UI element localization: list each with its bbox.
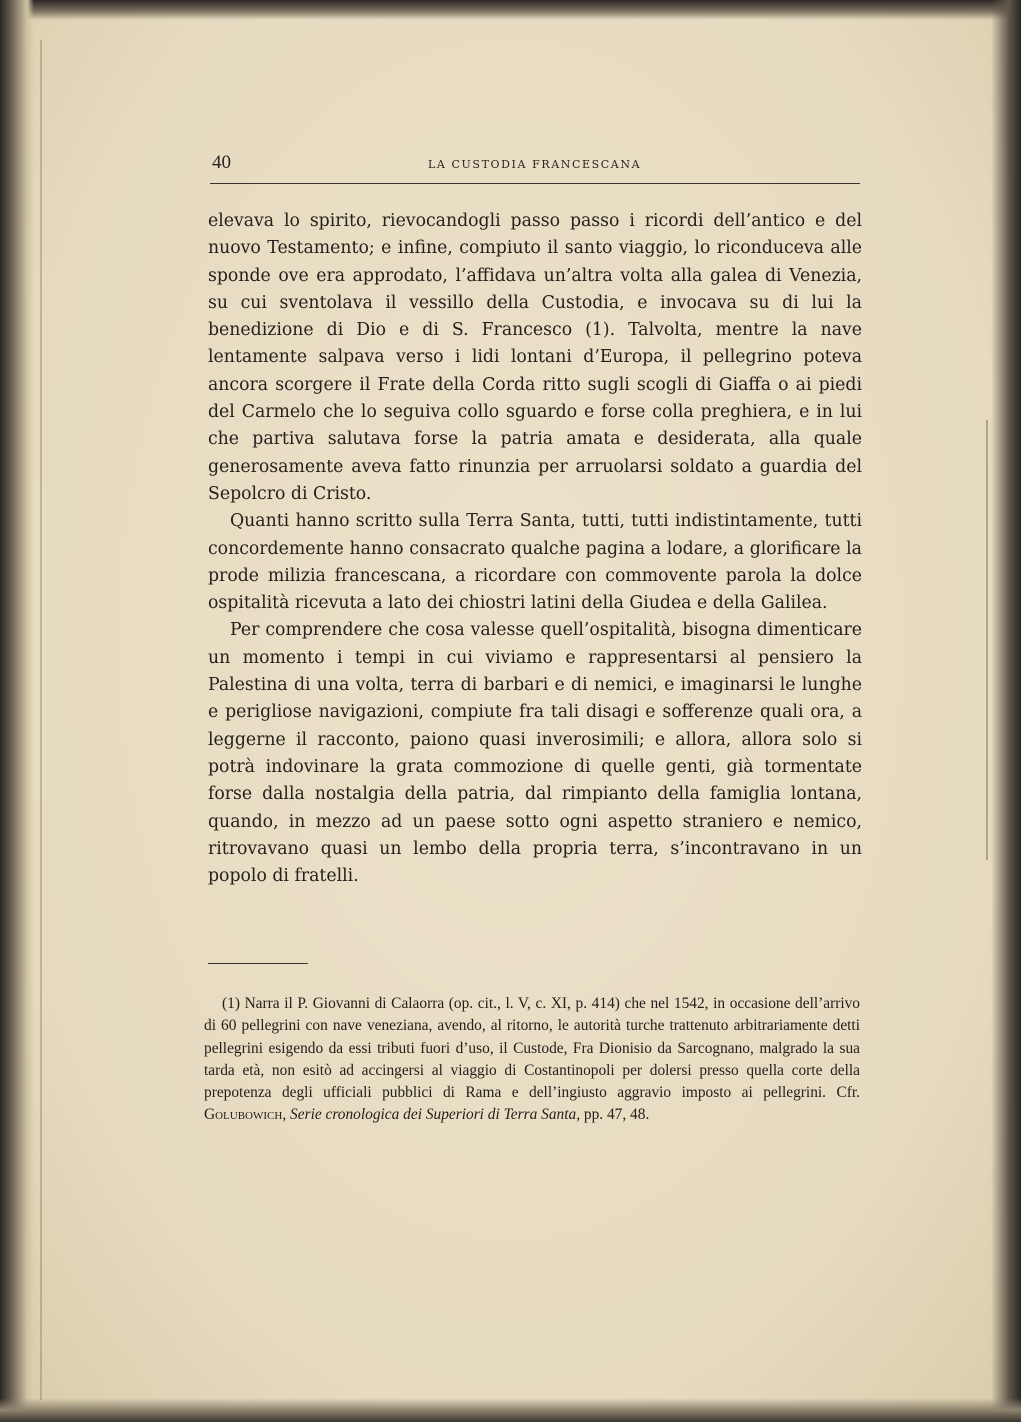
page-number: 40 [212, 152, 231, 173]
margin-mark [986, 420, 988, 860]
footnote-pages: , pp. 47, 48. [576, 1106, 650, 1124]
running-header [212, 152, 860, 182]
paragraph-1: elevava lo spirito, rievocandogli passo passo i ricordi dell’antico e del nuovo Testamento; e infine, compiuto il santo viaggio, lo riconduceva alle sponde ove era approdato, l’affidava un’altra volta alla galea di Venezia, su cui sventolava il vessillo della Custodia, e invocava su di lui la benedizione di Dio e di S. Francesco (1). Talvolta, mentre la nave lentamente salpava verso i lidi lontani d’Europa, il pellegrino poteva ancora scorgere il Frate della Corda ritto sugli scogli di Giaffa o ai piedi del Carmelo che lo seguiva collo sguardo e forse colla preghiera, e in lui che partiva salutava forse la patria amata e desiderata, alla quale generosamente aveva fatto rinunzia per arruolarsi soldato a guardia del Sepolcro di Cristo. [208, 211, 862, 504]
header-rule [210, 183, 860, 184]
scan-edge-top [0, 0, 1021, 20]
page-binding-line [40, 40, 42, 1400]
paragraph-3: Per comprendere che cosa valesse quell’ospitalità, bisogna dimenticare un momento i tempi in cui viviamo e rappresentarsi al pensiero la Palestina di una volta, terra di barbari e di nemici, e imaginarsi le lunghe e perigliose navigazioni, compiute fra tali disagi e sofferenze quali ora, a leggerne il racconto, paiono quasi inverosimili; e allora, allora solo si potrà indovinare la grata commozione di quelle genti, già tormentate forse dalla nostalgia della patria, dal rimpianto della famiglia lontana, quando, in mezzo ad un paese sotto ogni aspetto straniero e nemico, ritrovavano quasi un lembo della propria terra, s’incontravano in un popolo di fratelli. [208, 620, 862, 887]
footnote-text: (1) Narra il P. Giovanni di Calaorra (op. cit., l. V, c. XI, p. 414) che nel 1542, in occasione dell’arrivo di 60 pellegrini con nave veneziana, avendo, al ritorno, le autorità turche trattenuto arbitrariamente detti pellegrini esigendo da essi tributi fuori d’uso, il Custode, Fra Dionisio da Sarcognano, malgrado la sua tarda età, non esitò ad accingersi al viaggio di Costantinopoli per dolersi presso quella corte della prepotenza degli ufficiali pubblici di Rama e dell’ingiusto aggravio imposto ai pellegrini. Cfr. [204, 995, 860, 1102]
main-text [208, 208, 862, 890]
scan-edge-bottom [0, 1398, 1021, 1422]
footnote-author: Golubowich [204, 1106, 283, 1124]
paragraph-2: Quanti hanno scritto sulla Terra Santa, tutti, tutti indistintamente, tutti concordemente hanno consacrato qualche pagina a lodare, a glorificare la prode milizia francescana, a ricordare con commovente parola la dolce ospitalità ricevuta a lato dei chiostri latini della Giudea e della Galilea. [208, 511, 862, 614]
running-title: LA CUSTODIA FRANCESCANA [428, 158, 642, 171]
scan-edge-left [0, 0, 34, 1422]
footnote: (1) Narra il P. Giovanni di Calaorra (op. cit., l. V, c. XI, p. 414) che nel 1542, in occasione dell’arrivo di 60 pellegrini con nave veneziana, avendo, al ritorno, le autorità turche trattenuto arbitrariamente detti pellegrini esigendo da essi tributi fuori d’uso, il Custode, Fra Dionisio da Sarcognano, malgrado la sua tarda età, non esitò ad accingersi al viaggio di Costantinopoli per dolersi presso quella corte della prepotenza degli ufficiali pubblici di Rama e dell’ingiusto aggravio imposto ai pellegrini. Cfr. Golubowich, Serie cronologica dei Superiori di Terra Santa, pp. 47, 48. [204, 995, 860, 1124]
footnote-rule [208, 963, 308, 964]
scan-edge-right [991, 0, 1021, 1422]
footnote-title: Serie cronologica dei Superiori di Terra Santa [290, 1106, 577, 1124]
